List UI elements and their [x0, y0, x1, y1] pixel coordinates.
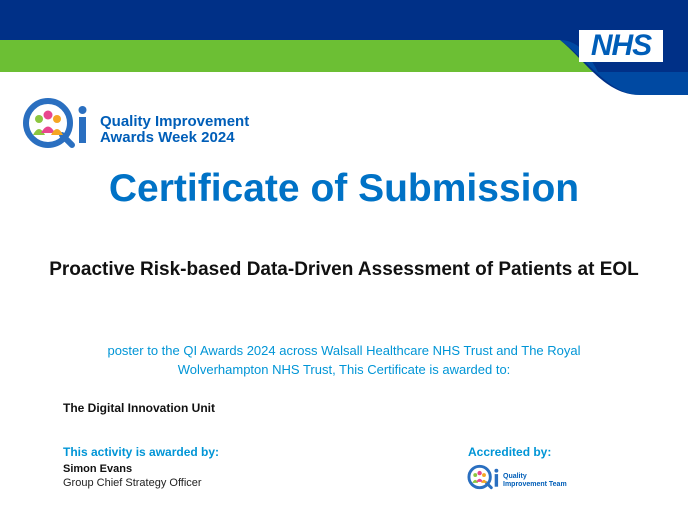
qi-title-line2: Awards Week 2024 — [100, 129, 235, 146]
qi-title-line1: Quality Improvement — [100, 113, 250, 130]
signer-name: Simon Evans — [63, 463, 133, 475]
nhs-logo — [579, 30, 663, 62]
statement-line2: Wolverhampton NHS Trust, This Certificate is awarded to: — [177, 362, 511, 377]
qi-awards-title — [100, 114, 249, 146]
qi-team-line1: Quality — [503, 473, 527, 480]
award-statement — [60, 341, 628, 379]
statement-line1: poster to the QI Awards 2024 across Walsall Healthcare NHS Trust and The Royal — [107, 343, 581, 358]
qi-team-logo-icon — [467, 462, 501, 492]
qi-people-icon — [22, 95, 92, 151]
nhs-logo-text: NHS — [590, 29, 652, 62]
recipient-name: The Digital Innovation Unit — [63, 401, 215, 415]
certificate-title: Certificate of Submission — [108, 167, 580, 210]
accredited-by-label: Accredited by: — [468, 445, 552, 459]
qi-team-line2: Improvement Team — [503, 481, 567, 488]
awarded-by-label: This activity is awarded by: — [63, 445, 220, 459]
project-title: Proactive Risk-based Data-Driven Assessment of Patients at EOL — [49, 259, 639, 280]
qi-team-name — [503, 473, 567, 489]
signer-role: Group Chief Strategy Officer — [63, 477, 202, 489]
